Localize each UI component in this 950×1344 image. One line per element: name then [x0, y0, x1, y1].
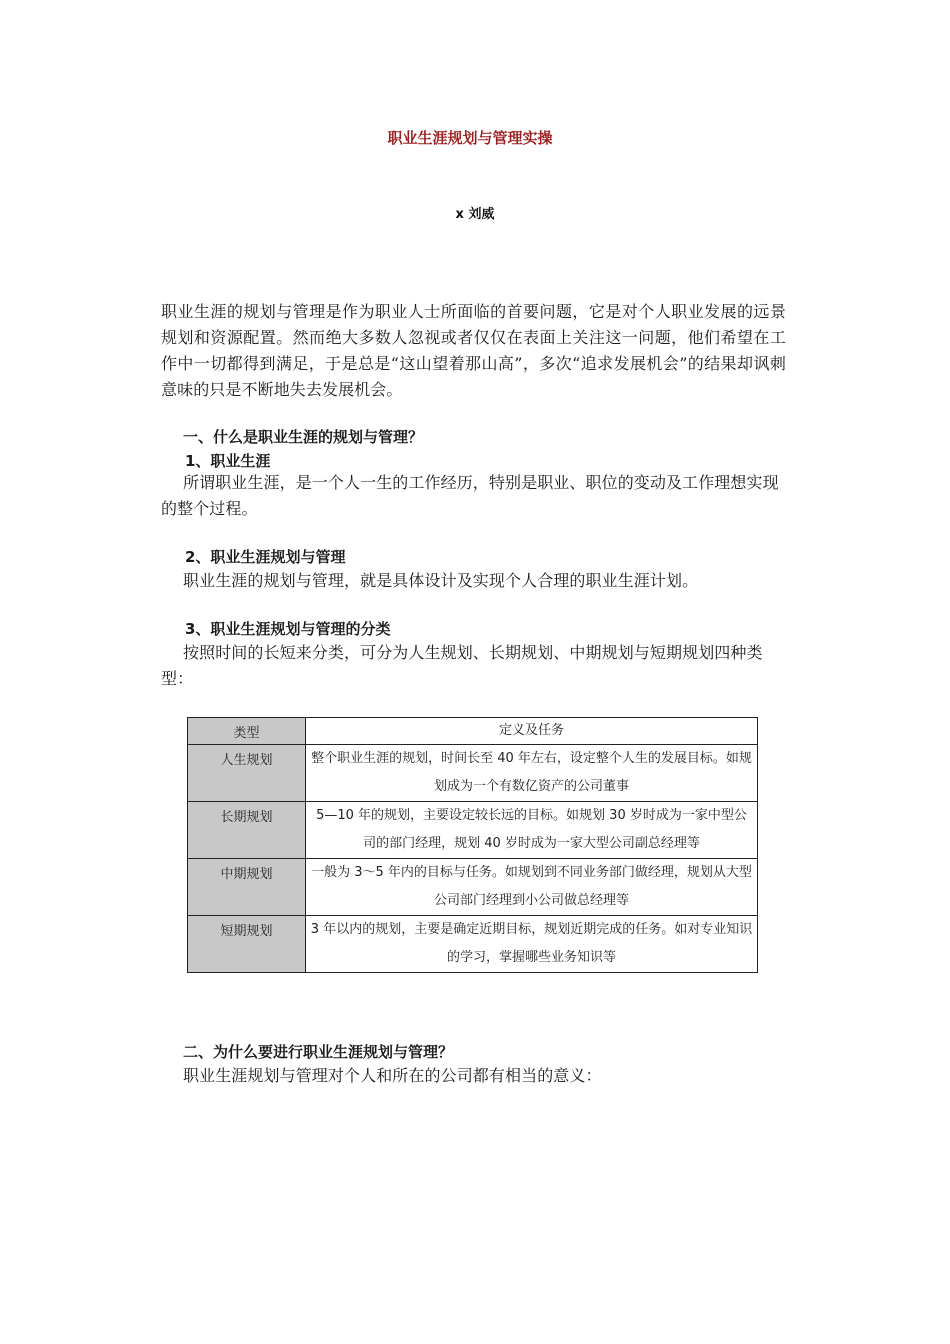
- table-row: [188, 745, 758, 802]
- table-row: [188, 859, 758, 916]
- table-header-definition: 定义及任务: [306, 718, 758, 745]
- sub1-text: 所谓职业生涯，是一个人一生的工作经历，特别是职业、职位的变动及工作理想实现的整个过程。: [161, 473, 779, 518]
- table-header-row: [188, 718, 758, 745]
- table-cell-type: 中期规划: [188, 859, 306, 916]
- intro-paragraph: 职业生涯的规划与管理是作为职业人士所面临的首要问题，它是对个人职业发展的远景规划和资源配置。然而绝大多数人忽视或者仅仅在表面上关注这一问题，他们希望在工作中一切都得到满足，于是总是“这山望着那山高”，多次“追求发展机会”的结果却讽刺意味的只是不断地失去发展机会。: [161, 302, 786, 399]
- table-cell-definition: 5—10 年的规划，主要设定较长远的目标。如规划 30 岁时成为一家中型公司的部门经理，规划 40 岁时成为一家大型公司副总经理等: [306, 802, 758, 859]
- table-cell-definition: 整个职业生涯的规划，时间长至 40 年左右，设定整个人生的发展目标。如规划成为一个有数亿资产的公司董事: [306, 745, 758, 802]
- table-row: [188, 802, 758, 859]
- section2-text: 职业生涯规划与管理对个人和所在的公司都有相当的意义：: [183, 1066, 602, 1085]
- table-cell-definition: 3 年以内的规划，主要是确定近期目标，规划近期完成的任务。如对专业知识的学习，掌握哪些业务知识等: [306, 916, 758, 973]
- table-header-type: 类型: [188, 718, 306, 745]
- table-cell-definition: 一般为 3～5 年内的目标与任务。如规划到不同业务部门做经理，规划从大型公司部门经理到小公司做总经理等: [306, 859, 758, 916]
- author-line: x 刘威: [455, 207, 495, 222]
- sub3-heading: 3、职业生涯规划与管理的分类: [185, 620, 391, 638]
- sub1-heading: 1、职业生涯: [185, 452, 271, 470]
- planning-types-table: [187, 717, 758, 973]
- section1-heading: 一、什么是职业生涯的规划与管理？: [183, 428, 424, 446]
- sub3-text: 按照时间的长短来分类，可分为人生规划、长期规划、中期规划与短期规划四种类型：: [161, 643, 763, 688]
- section2-heading: 二、为什么要进行职业生涯规划与管理？: [183, 1043, 454, 1061]
- sub2-text: 职业生涯的规划与管理，就是具体设计及实现个人合理的职业生涯计划。: [183, 571, 699, 590]
- table-cell-type: 短期规划: [188, 916, 306, 973]
- document-title: 职业生涯规划与管理实操: [387, 129, 553, 147]
- table-row: [188, 916, 758, 973]
- sub2-heading: 2、职业生涯规划与管理: [185, 548, 346, 566]
- table-cell-type: 人生规划: [188, 745, 306, 802]
- table-cell-type: 长期规划: [188, 802, 306, 859]
